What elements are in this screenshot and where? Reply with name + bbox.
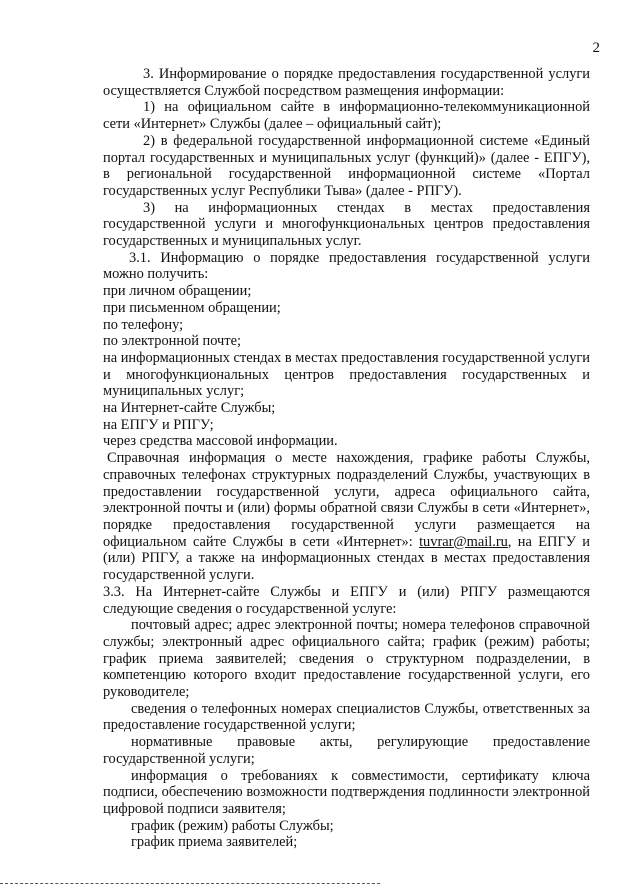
list-item: нормативные правовые акты, регулирующие предоставление государственной услуги;	[103, 734, 590, 767]
paragraph-item-2: 2) в федеральной государственной информационной системе «Единый портал государственных и муниципальных услуг (функций)» (далее - ЕПГУ), в региональной государственной информационной системе «Портал государственных услуг Республики Тыва» (далее - РПГУ).	[103, 132, 590, 199]
list-item: при личном обращении;	[103, 283, 252, 300]
paragraph-section-3-1: 3.1. Информацию о порядке предоставления государственной услуги можно получить:	[103, 249, 590, 283]
paragraph-section-3: 3. Информирование о порядке предоставления государственной услуги осуществляется Службой посредством размещения информации:	[103, 66, 590, 99]
list-item: сведения о телефонных номерах специалистов Службы, ответственных за предоставление государственной услуги;	[103, 700, 590, 734]
paragraph-reference-info	[103, 450, 590, 584]
list-item: на Интернет-сайте Службы;	[103, 400, 276, 417]
list-item: при письменном обращении;	[103, 299, 281, 316]
list-item: график приема заявителей;	[131, 834, 298, 851]
list-item: почтовый адрес; адрес электронной почты; номера телефонов справочной службы; электронный адрес официального сайта; график (режим) работы; график приема заявителей; сведения о структурном подразделении, в компетенцию которого входит предоставление государственной услуги, его руководителе;	[103, 617, 590, 701]
email-link[interactable]: tuvrar@mail.ru	[419, 533, 508, 550]
list-item: на ЕПГУ и РПГУ;	[103, 416, 214, 433]
paragraph-item-3: 3) на информационных стендах в местах предоставления государственной услуги и многофункциональных центров предоставления государственных и муниципальных услуг.	[103, 199, 590, 250]
reference-text-before: Справочная информация о месте нахождения, графике работы Службы, справочных телефонах структурных подразделений Службы, участвующих в предоставлении государственной услуги, адреса официального сайта, электронной почты и (или) формы обратной связи Службы в сети «Интернет», порядке предоставления государственной услуги размещается на официальном сайте Службы в сети «Интернет»:	[103, 450, 590, 550]
list-item: по электронной почте;	[103, 333, 241, 350]
scan-edge-line	[0, 883, 380, 884]
document-body	[103, 66, 590, 851]
paragraph-item-1: 1) на официальном сайте в информационно-телекоммуникационной сети «Интернет» Службы (далее – официальный сайт);	[103, 99, 590, 133]
paragraph-section-3-3: 3.3. На Интернет-сайте Службы и ЕПГУ и (или) РПГУ размещаются следующие сведения о государственной услуге:	[103, 583, 590, 617]
list-item: через средства массовой информации.	[103, 433, 338, 450]
list-item: на информационных стендах в местах предоставления государственной услуги и многофункциональных центров предоставления государственных и муниципальных услуг;	[103, 349, 590, 400]
list-item: информация о требованиях к совместимости, сертификату ключа подписи, обеспечению возможности подтверждения подлинности электронной цифровой подписи заявителя;	[103, 767, 590, 817]
page-number: 2	[592, 40, 600, 56]
list-item: по телефону;	[103, 316, 184, 333]
list-item: график (режим) работы Службы;	[131, 817, 334, 834]
reference-text-after: , на ЕПГУ и (или) РПГУ, а также на информационных стендах в местах предоставления государственной услуги.	[103, 533, 590, 584]
